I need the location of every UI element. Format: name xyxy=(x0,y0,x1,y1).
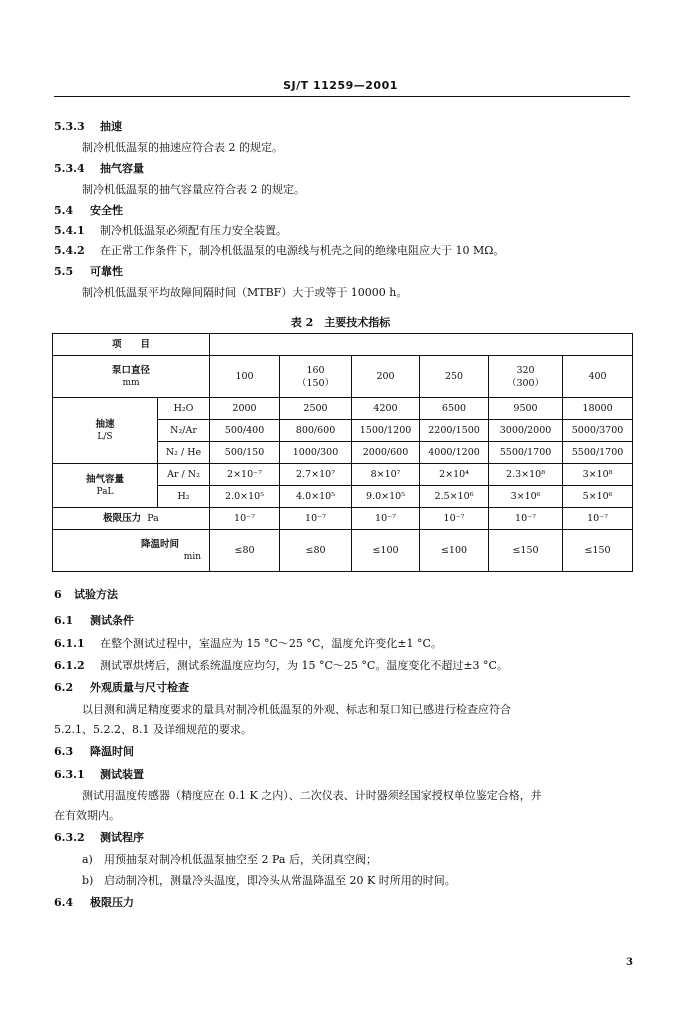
cooldown-value: ≤100 xyxy=(420,530,489,572)
clause-number: 5.4.2 xyxy=(54,244,85,257)
capacity-value: 2.3×10⁸ xyxy=(489,464,563,486)
speed-value: 800/600 xyxy=(280,420,352,442)
ultimate-value: 10⁻⁷ xyxy=(280,508,352,530)
ultimate-label-cell xyxy=(53,508,210,530)
cooldown-label-cell xyxy=(53,530,210,572)
capacity-unit: PaL xyxy=(96,486,114,497)
gas-label: N₂ / He xyxy=(158,442,210,464)
capacity-value: 2×10⁴ xyxy=(420,464,489,486)
table-caption: 表 2 主要技术指标 xyxy=(290,316,391,329)
clause-number: 6.1.1 xyxy=(54,637,85,650)
capacity-value: 9.0×10⁵ xyxy=(352,486,420,508)
ultimate-unit: Pa xyxy=(147,513,159,524)
capacity-value: 2.5×10⁶ xyxy=(420,486,489,508)
ultimate-value: 10⁻⁷ xyxy=(352,508,420,530)
clause-title: 试验方法 xyxy=(74,588,118,601)
capacity-value: 3×10⁶ xyxy=(489,486,563,508)
clause-title: 测试条件 xyxy=(90,614,134,627)
cooldown-value: ≤80 xyxy=(210,530,280,572)
speed-value: 2000 xyxy=(210,398,280,420)
clause-title: 极限压力 xyxy=(90,896,134,909)
clause-body: 测试用温度传感器（精度应在 0.1 K 之内）、二次仪表、计时器须经国家授权单位鉴定合格，并 xyxy=(82,789,542,802)
clause-body: 测试罩烘烤后，测试系统温度应均匀，为 15 °C～25 °C。温度变化不超过±3 °C。 xyxy=(100,659,508,672)
clause-title: 降温时间 xyxy=(90,745,134,758)
speed-value: 18000 xyxy=(563,398,633,420)
clause-title: 外观质量与尺寸检查 xyxy=(90,681,189,694)
clause-body: 制冷机低温泵必须配有压力安全装置。 xyxy=(100,224,287,237)
clause-title: 安全性 xyxy=(90,204,123,217)
speed-value: 500/150 xyxy=(210,442,280,464)
clause-title: 测试程序 xyxy=(100,831,144,844)
ultimate-value: 10⁻⁷ xyxy=(210,508,280,530)
clause-body: 在正常工作条件下，制冷机低温泵的电源线与机壳之间的绝缘电阻应大于 10 MΩ。 xyxy=(100,244,505,257)
clause-body: 以目测和满足精度要求的量具对制冷机低温泵的外观、标志和泵口知已感进行检查应符合 xyxy=(82,703,511,716)
diameter-cell xyxy=(563,356,633,398)
capacity-value: 2.0×10⁵ xyxy=(210,486,280,508)
spec-table xyxy=(52,333,633,572)
clause-number: 5.3.4 xyxy=(54,162,85,175)
clause-title: 测试装置 xyxy=(100,768,144,781)
gas-label: H₂ xyxy=(158,486,210,508)
speed-label: 抽速 xyxy=(95,418,115,430)
cooldown-unit: min xyxy=(183,551,202,562)
capacity-label: 抽气容量 xyxy=(85,473,124,485)
clause-title: 抽气容量 xyxy=(100,162,144,175)
cooldown-value: ≤80 xyxy=(280,530,352,572)
capacity-value: 2×10⁻⁷ xyxy=(210,464,280,486)
clause-body: 启动制冷机，测量冷头温度，即冷头从常温降温至 20 K 时所用的时间。 xyxy=(104,874,456,887)
diameter-cell xyxy=(280,356,352,398)
speed-value: 1000/300 xyxy=(280,442,352,464)
gas-label: H₂O xyxy=(158,398,210,420)
capacity-value: 4.0×10⁵ xyxy=(280,486,352,508)
cooldown-value: ≤150 xyxy=(563,530,633,572)
speed-value: 5500/1700 xyxy=(489,442,563,464)
diameter-cell xyxy=(420,356,489,398)
clause-number: 6.1 xyxy=(54,614,74,627)
clause-body: 用预抽泵对制冷机低温泵抽空至 2 Pa 后，关闭真空阀； xyxy=(104,853,377,866)
capacity-label-cell xyxy=(53,464,158,508)
gas-label: Ar / N₂ xyxy=(158,464,210,486)
ultimate-value: 10⁻⁷ xyxy=(489,508,563,530)
clause-number: 5.4.1 xyxy=(54,224,85,237)
clause-body: 在有效期内。 xyxy=(54,809,120,822)
capacity-value: 3×10⁸ xyxy=(563,464,633,486)
speed-value: 4200 xyxy=(352,398,420,420)
item-header-blank xyxy=(210,334,633,356)
item-header: 项 目 xyxy=(53,334,210,356)
clause-number: 6.1.2 xyxy=(54,659,85,672)
list-marker: a) xyxy=(82,853,93,866)
speed-unit: L/S xyxy=(97,431,113,442)
clause-body: 5.2.1、5.2.2、8.1 及详细规范的要求。 xyxy=(54,723,252,736)
page-number: 3 xyxy=(626,957,633,968)
clause-number: 6.3.1 xyxy=(54,768,85,781)
diameter-alt-value: （300） xyxy=(506,377,545,389)
capacity-value: 5×10⁶ xyxy=(563,486,633,508)
clause-body: 制冷机低温泵的抽速应符合表 2 的规定。 xyxy=(82,141,283,154)
diameter-value: 400 xyxy=(588,371,607,382)
capacity-value: 8×10⁷ xyxy=(352,464,420,486)
diameter-unit: mm xyxy=(122,377,140,388)
cooldown-value: ≤100 xyxy=(352,530,420,572)
speed-value: 2000/600 xyxy=(352,442,420,464)
clause-title: 可靠性 xyxy=(90,265,123,278)
clause-body: 制冷机低温泵的抽气容量应符合表 2 的规定。 xyxy=(82,183,305,196)
diameter-label-cell xyxy=(53,356,210,398)
capacity-value: 2.7×10⁷ xyxy=(280,464,352,486)
ultimate-value: 10⁻⁷ xyxy=(420,508,489,530)
clause-body: 制冷机低温泵平均故障间隔时间（MTBF）大于或等于 10000 h。 xyxy=(82,286,408,299)
diameter-value: 320 xyxy=(516,364,535,376)
diameter-cell xyxy=(489,356,563,398)
diameter-value: 160 xyxy=(306,364,325,376)
ultimate-label: 极限压力 xyxy=(103,513,142,524)
clause-number: 5.3.3 xyxy=(54,120,85,133)
clause-number: 6.4 xyxy=(54,896,74,909)
speed-value: 6500 xyxy=(420,398,489,420)
speed-value: 1500/1200 xyxy=(352,420,420,442)
standard-number: SJ/T 11259—2001 xyxy=(283,79,398,92)
clause-title: 抽速 xyxy=(100,120,122,133)
list-marker: b) xyxy=(82,874,94,887)
gas-label: N₂/Ar xyxy=(158,420,210,442)
diameter-alt-value: （150） xyxy=(296,377,335,389)
diameter-cell xyxy=(352,356,420,398)
clause-number: 6.2 xyxy=(54,681,74,694)
clause-number: 6.3 xyxy=(54,745,74,758)
speed-label-cell xyxy=(53,398,158,464)
speed-value: 500/400 xyxy=(210,420,280,442)
clause-number: 6.3.2 xyxy=(54,831,85,844)
diameter-value: 100 xyxy=(235,371,254,382)
cooldown-value: ≤150 xyxy=(489,530,563,572)
clause-body: 在整个测试过程中，室温应为 15 °C～25 °C，温度允许变化±1 °C。 xyxy=(100,637,442,650)
speed-value: 5000/3700 xyxy=(563,420,633,442)
speed-value: 3000/2000 xyxy=(489,420,563,442)
clause-number: 5.4 xyxy=(54,204,74,217)
speed-value: 2500 xyxy=(280,398,352,420)
cooldown-label: 降温时间 xyxy=(141,538,180,550)
diameter-value: 200 xyxy=(376,371,395,382)
clause-number: 5.5 xyxy=(54,265,74,278)
diameter-cell xyxy=(210,356,280,398)
speed-value: 4000/1200 xyxy=(420,442,489,464)
diameter-value: 250 xyxy=(444,371,464,382)
speed-value: 9500 xyxy=(489,398,563,420)
diameter-label: 泵口直径 xyxy=(112,364,151,376)
speed-value: 5500/1700 xyxy=(563,442,633,464)
speed-value: 2200/1500 xyxy=(420,420,489,442)
clause-number: 6 xyxy=(54,588,62,601)
header-rule xyxy=(54,96,630,97)
ultimate-value: 10⁻⁷ xyxy=(563,508,633,530)
